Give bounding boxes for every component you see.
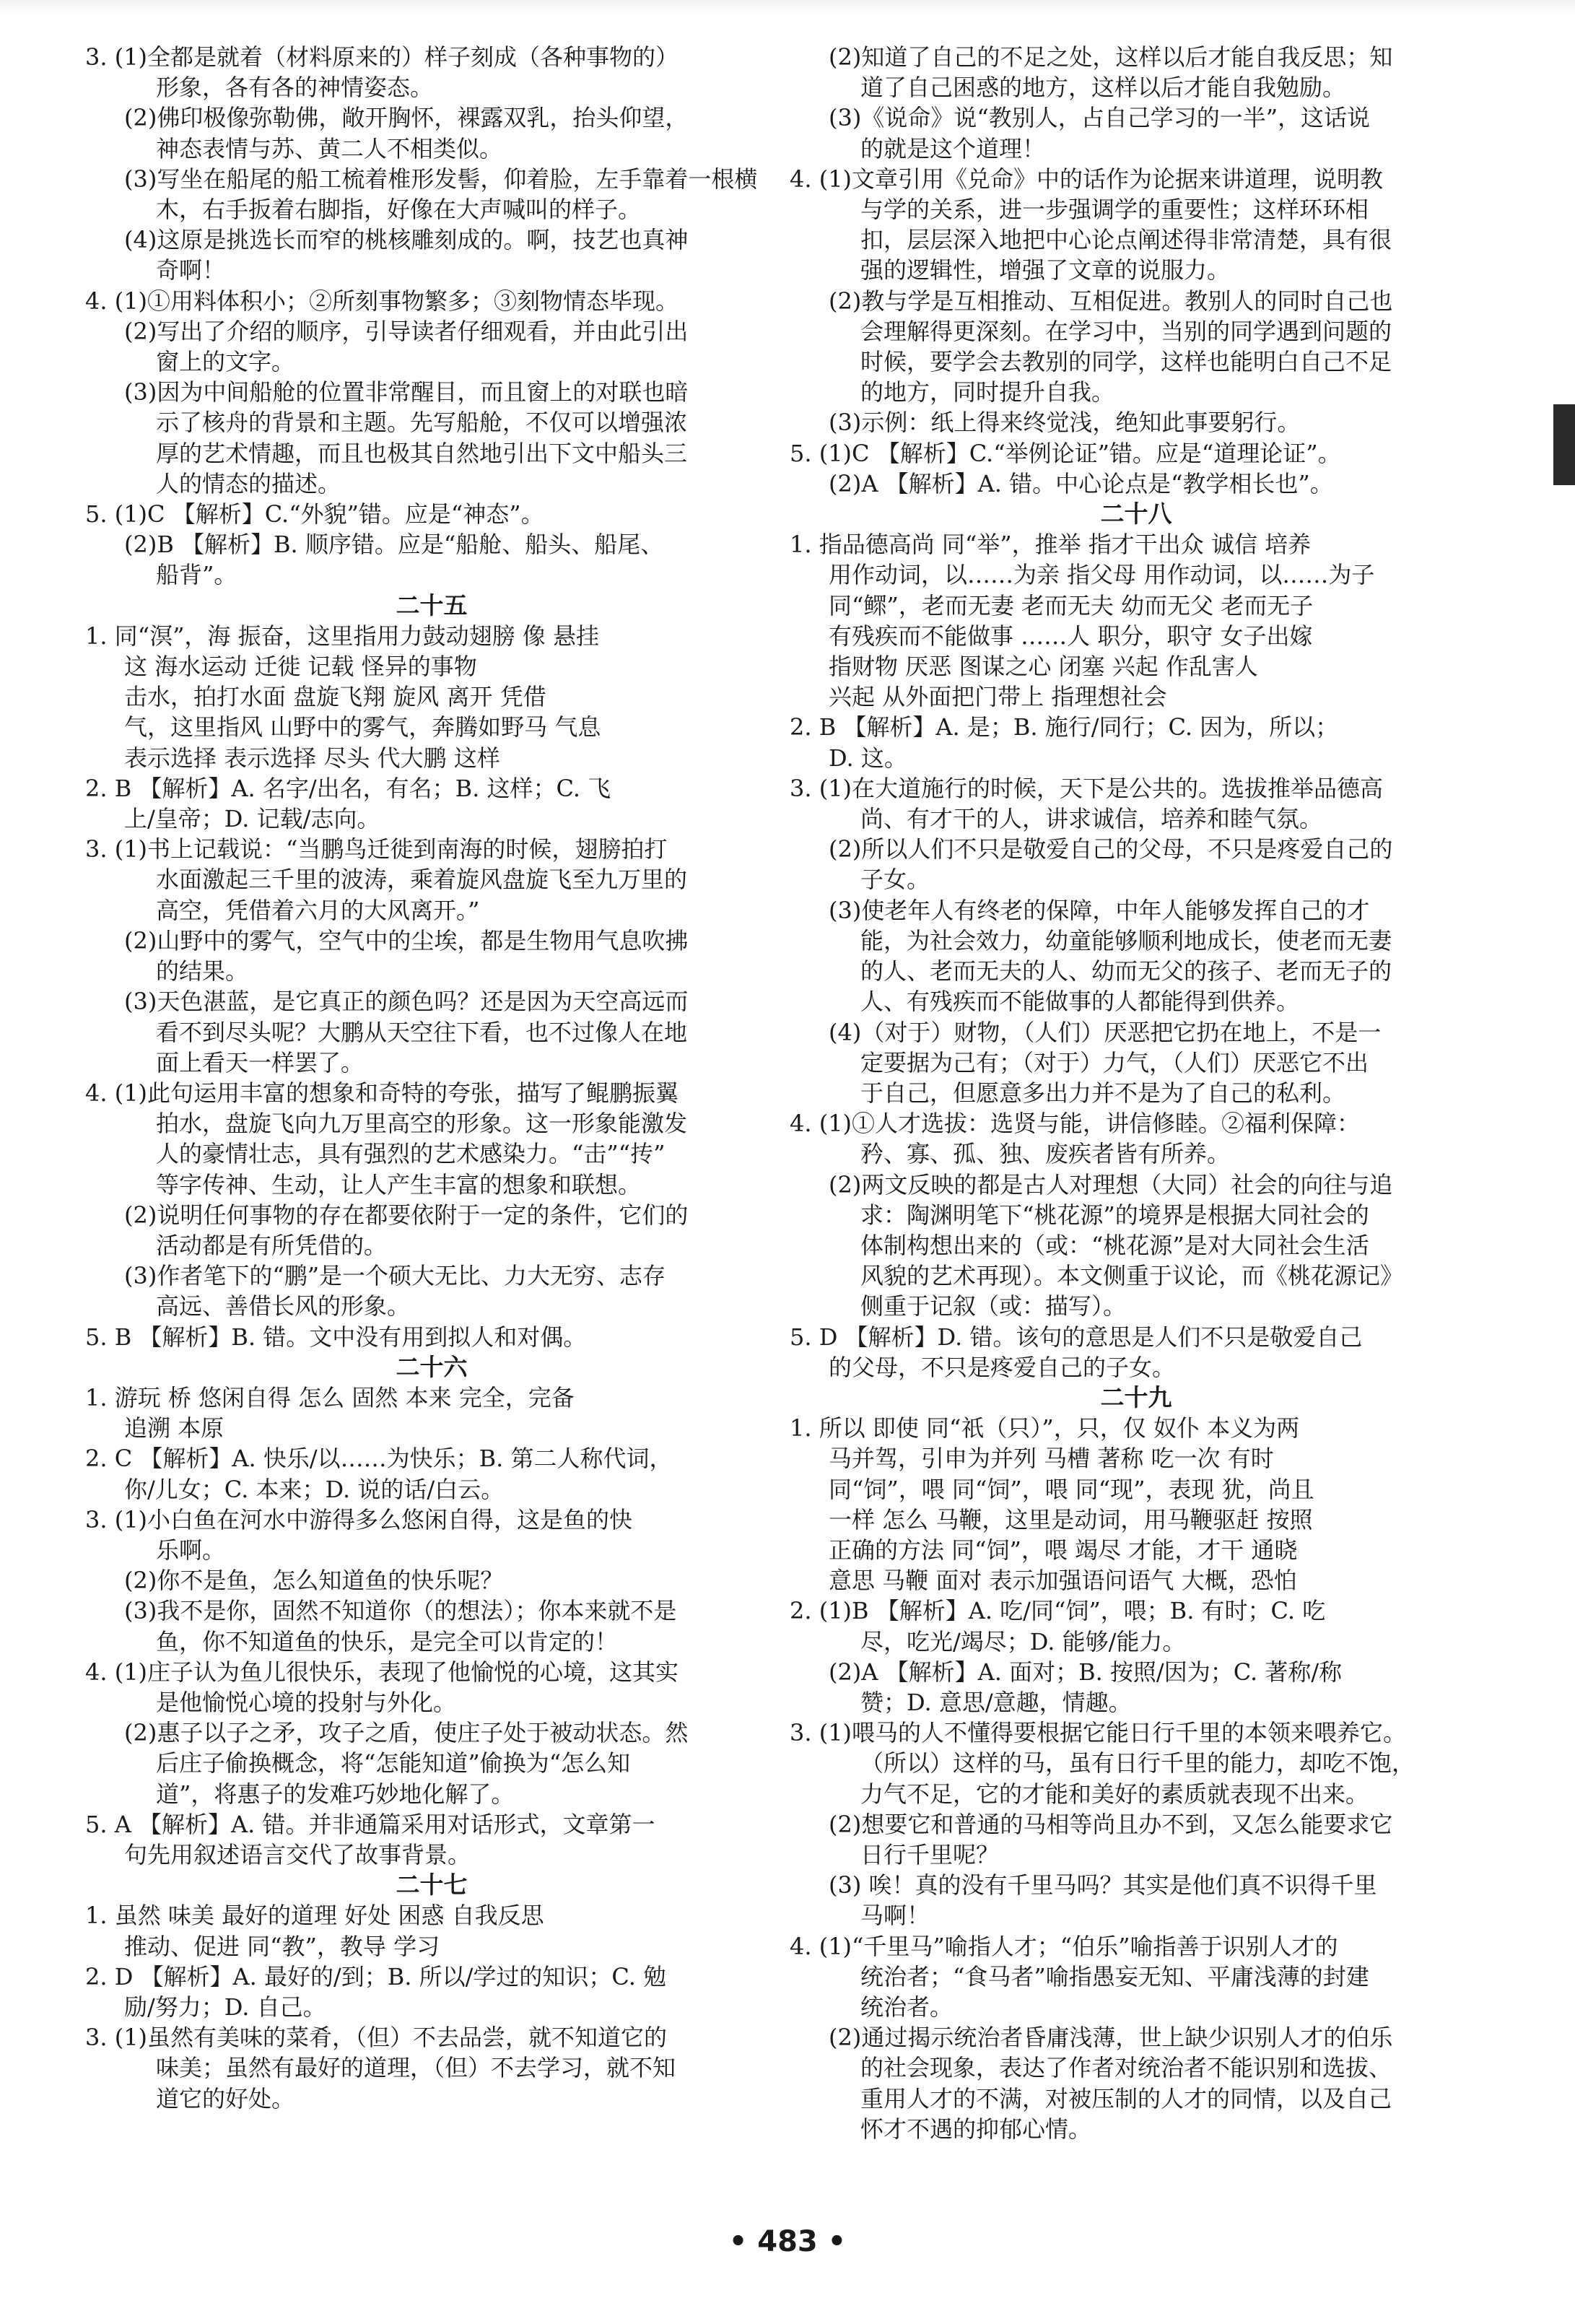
- answer-line: (2)写出了介绍的顺序，引导读者仔细观看，并由此引出: [124, 317, 689, 345]
- answer-line: 3. (1)书上记载说：“当鹏鸟迁徙到南海的时候，翅膀拍打: [85, 835, 668, 863]
- answer-line: 人的情态的描述。: [156, 469, 341, 497]
- answer-line: 鱼，你不知道鱼的快乐，是完全可以肯定的！: [156, 1627, 619, 1655]
- answer-line: (3) 唉！真的没有千里马吗？其实是他们真不识得千里: [829, 1871, 1377, 1899]
- answer-line: (2)A 【解析】A. 错。中心论点是“教学相长也”。: [829, 469, 1333, 497]
- answer-line: 味美；虽然有最好的道理，（但）不去学习，就不知: [156, 2054, 676, 2082]
- answer-line: (2)通过揭示统治者昏庸浅薄，世上缺少识别人才的伯乐: [829, 2024, 1393, 2052]
- answer-line: 3. (1)在大道施行的时候，天下是公共的。选拔推举品德高: [790, 774, 1384, 802]
- answer-line: 统治者；“食马者”喻指愚妄无知、平庸浅薄的封建: [860, 1962, 1369, 1990]
- answer-line: 同“饲”，喂 同“饲”，喂 同“现”，表现 犹，尚且: [829, 1475, 1314, 1503]
- answer-line: 正确的方法 同“饲”，喂 竭尽 才能，才干 通晓: [829, 1536, 1298, 1564]
- answer-line: 力气不足，它的才能和美好的素质就表现不出来。: [860, 1780, 1369, 1808]
- answer-line: (4)这原是挑选长而窄的桃核雕刻成的。啊，技艺也真神: [124, 226, 689, 254]
- answer-line: (3)我不是你，固然不知道你（的想法）；你本来就不是: [124, 1597, 677, 1625]
- answer-line: 与学的关系，进一步强调学的重要性；这样环环相: [860, 196, 1369, 224]
- answer-line: 这 海水运动 迁徙 记载 怪异的事物: [124, 653, 477, 681]
- answer-line: 拍水，盘旋飞向九万里高空的形象。这一形象能激发: [156, 1110, 688, 1138]
- answer-line: 1. 指品德高尚 同“举”，推举 指才干出众 诚信 培养: [790, 531, 1312, 559]
- answer-line: 求：陶渊明笔下“桃花源”的境界是根据大同社会的: [860, 1201, 1369, 1229]
- answer-line: 后庄子偷换概念，将“怎能知道”偷换为“怎么知: [156, 1749, 631, 1777]
- answer-line: 窗上的文字。: [156, 348, 295, 376]
- answer-line: 能，为社会效力，幼童能够顺利地成长，使老而无妻: [860, 926, 1392, 954]
- answer-line: 4. (1)文章引用《兑命》中的话作为论据来讲道理，说明教: [790, 165, 1384, 193]
- answer-line: 会理解得更深刻。在学习中，当别的同学遇到问题的: [860, 317, 1392, 345]
- answer-line: 高空，凭借着六月的大风离开。”: [156, 896, 480, 924]
- answer-line: 木，右手扳着右脚指，好像在大声喊叫的样子。: [156, 196, 642, 224]
- answer-line: 重用人才的不满，对被压制的人才的同情，以及自己: [860, 2084, 1392, 2112]
- answer-line: 人、有残疾而不能做事的人都能得到供养。: [860, 988, 1300, 1016]
- section-heading: 二十九: [1100, 1383, 1172, 1411]
- section-heading: 二十七: [396, 1871, 468, 1899]
- answer-line: 句先用叙述语言交代了故事背景。: [124, 1840, 471, 1868]
- answer-line: 统治者。: [860, 1993, 954, 2021]
- answer-line: (3)示例：纸上得来终觉浅，绝知此事要躬行。: [829, 409, 1301, 437]
- answer-line: (4)（对于）财物，（人们）厌恶把它扔在地上，不是一: [829, 1018, 1382, 1046]
- answer-line: 子女。: [860, 866, 930, 894]
- answer-line: (2)两文反映的都是古人对理想（大同）社会的向往与追: [829, 1170, 1393, 1198]
- answer-line: 风貌的艺术再现）。本文侧重于议论，而《桃花源记》: [860, 1262, 1404, 1290]
- answer-line: 1. 游玩 桥 悠闲自得 怎么 固然 本来 完全，完备: [85, 1383, 575, 1411]
- answer-line: 2. B 【解析】A. 名字/出名，有名；B. 这样；C. 飞: [85, 774, 611, 802]
- answer-line: 5. (1)C 【解析】C.“外貌”错。应是“神态”。: [85, 500, 544, 528]
- answer-line: 上/皇帝；D. 记载/志向。: [124, 805, 380, 833]
- answer-line: （所以）这样的马，虽有日行千里的能力，却吃不饱，: [860, 1749, 1415, 1777]
- answer-line: 尽，吃光/竭尽；D. 能够/能力。: [860, 1627, 1186, 1655]
- answer-line: 的就是这个道理！: [860, 134, 1046, 162]
- answer-line: 3. (1)喂马的人不懂得要根据它能日行千里的本领来喂养它。: [790, 1719, 1407, 1747]
- section-heading: 二十六: [396, 1352, 468, 1381]
- answer-line: 乐啊。: [156, 1536, 226, 1564]
- answer-line: 3. (1)全都是就着（材料原来的）样子刻成（各种事物的）: [85, 43, 679, 71]
- answer-line: 活动都是有所凭借的。: [156, 1231, 388, 1259]
- answer-line: D. 这。: [829, 744, 907, 772]
- answer-line: 的地方，同时提升自我。: [860, 378, 1115, 406]
- answer-line: 2. C 【解析】A. 快乐/以……为快乐；B. 第二人称代词，: [85, 1445, 673, 1473]
- answer-line: 时候，要学会去教别的同学，这样也能明白自己不足: [860, 348, 1392, 376]
- answer-line: 意思 马鞭 面对 表示加强语问语气 大概，恐怕: [829, 1567, 1297, 1595]
- answer-line: 同“鳏”，老而无妻 老而无夫 幼而无父 老而无子: [829, 591, 1314, 619]
- answer-line: 示了核舟的背景和主题。先写船舱，不仅可以增强浓: [156, 409, 688, 437]
- answer-line: 侧重于记叙（或：描写）。: [860, 1292, 1127, 1320]
- page-top-edge: [0, 0, 1575, 17]
- answer-line: 日行千里呢？: [860, 1840, 1000, 1868]
- answer-line: 的社会现象，表达了作者对统治者不能识别和选拔、: [860, 2054, 1392, 2082]
- answer-line: 看不到尽头呢？大鹏从天空往下看，也不过像人在地: [156, 1018, 688, 1046]
- answer-line: 怀才不遇的抑郁心情。: [860, 2115, 1092, 2143]
- answer-line: 击水，拍打水面 盘旋飞翔 旋风 离开 凭借: [124, 683, 546, 711]
- right-column: [790, 42, 1483, 2144]
- section-heading: 二十八: [1100, 500, 1172, 528]
- answer-line: 道它的好处。: [156, 2084, 295, 2112]
- answer-line: 水面激起三千里的波涛，乘着旋风盘旋飞至九万里的: [156, 866, 688, 894]
- answer-line: 4. (1)庄子认为鱼儿很快乐，表现了他愉悦的心境，这其实: [85, 1658, 679, 1686]
- answer-line: 5. A 【解析】A. 错。并非通篇采用对话形式，文章第一: [85, 1810, 655, 1838]
- answer-line: 尚、有才干的人，讲求诚信，培养和睦气氛。: [860, 805, 1323, 833]
- answer-line: 的结果。: [156, 957, 249, 985]
- answer-line: (2)教与学是互相推动、互相促进。教别人的同时自己也: [829, 287, 1393, 315]
- answer-line: 兴起 从外面把门带上 指理想社会: [829, 683, 1167, 711]
- answer-line: 表示选择 表示选择 尽头 代大鹏 这样: [124, 744, 500, 772]
- answer-line: 马啊！: [860, 1902, 930, 1930]
- answer-line: 4. (1)①人才选拔：选贤与能，讲信修睦。②福利保障：: [790, 1110, 1361, 1138]
- answer-line: 5. (1)C 【解析】C.“举例论证”错。应是“道理论证”。: [790, 439, 1341, 467]
- answer-line: 用作动词，以……为亲 指父母 用作动词，以……为子: [829, 561, 1375, 589]
- answer-line: (2)知道了自己的不足之处，这样以后才能自我反思；知: [829, 43, 1393, 71]
- left-column: [85, 42, 778, 2114]
- answer-line: (2)说明任何事物的存在都要依附于一定的条件，它们的: [124, 1201, 689, 1229]
- answer-line: 扣，层层深入地把中心论点阐述得非常清楚，具有很: [860, 226, 1392, 254]
- answer-line: 2. (1)B 【解析】A. 吃/同“饲”，喂；B. 有时；C. 吃: [790, 1597, 1326, 1625]
- answer-line: 强的逻辑性，增强了文章的说服力。: [860, 256, 1231, 284]
- answer-line: 气，这里指风 山野中的雾气，奔腾如野马 气息: [124, 713, 601, 741]
- answer-line: 励/努力；D. 自己。: [124, 1993, 326, 2021]
- answer-line: 一样 怎么 马鞭，这里是动词，用马鞭驱赶 按照: [829, 1505, 1313, 1533]
- answer-line: (2)所以人们不只是敬爱自己的父母，不只是疼爱自己的: [829, 835, 1393, 863]
- answer-line: 追溯 本原: [124, 1414, 224, 1442]
- answer-line: 推动、促进 同“教”，教导 学习: [124, 1932, 440, 1960]
- answer-line: 4. (1)①用料体积小；②所刻事物繁多；③刻物情态毕现。: [85, 287, 679, 315]
- answer-line: 1. 同“溟”，海 振奋，这里指用力鼓动翅膀 像 悬挂: [85, 622, 599, 650]
- answer-line: 定要据为己有；（对于）力气，（人们）厌恶它不出: [860, 1048, 1369, 1076]
- answer-line: 3. (1)小白鱼在河水中游得多么悠闲自得，这是鱼的快: [85, 1505, 633, 1533]
- answer-line: 有残疾而不能做事 ……人 职分，职守 女子出嫁: [829, 622, 1313, 650]
- answer-line: (2)惠子以子之矛，攻子之盾，使庄子处于被动状态。然: [124, 1719, 689, 1747]
- answer-line: (2)佛印极像弥勒佛，敞开胸怀，裸露双乳，抬头仰望，: [124, 104, 689, 132]
- answer-line: 马并驾，引申为并列 马槽 著称 吃一次 有时: [829, 1445, 1274, 1473]
- answer-line: 神态表情与苏、黄二人不相类似。: [156, 134, 503, 162]
- answer-line: 2. B 【解析】A. 是；B. 施行/同行；C. 因为，所以；: [790, 713, 1339, 741]
- answer-line: 厚的艺术情趣，而且也极其自然地引出下文中船头三: [156, 439, 688, 467]
- answer-line: (2)你不是鱼，怎么知道鱼的快乐呢？: [124, 1567, 504, 1595]
- answer-line: 高远、善借长风的形象。: [156, 1292, 411, 1320]
- answer-line: 2. D 【解析】A. 最好的/到；B. 所以/学过的知识；C. 勉: [85, 1962, 667, 1990]
- answer-line: (3)因为中间船舱的位置非常醒目，而且窗上的对联也暗: [124, 378, 689, 406]
- answer-line: 5. B 【解析】B. 错。文中没有用到拟人和对偶。: [85, 1323, 587, 1351]
- answer-line: 的人、老而无夫的人、幼而无父的孩子、老而无子的: [860, 957, 1392, 985]
- answer-line: 奇啊！: [156, 256, 226, 284]
- answer-line: 体制构想出来的（或：“桃花源”是对大同社会生活: [860, 1231, 1369, 1259]
- answer-line: 赞；D. 意思/意趣，情趣。: [860, 1688, 1132, 1716]
- answer-line: (3)作者笔下的“鹏”是一个硕大无比、力大无穷、志存: [124, 1262, 666, 1290]
- answer-line: 4. (1)“千里马”喻指人才；“伯乐”喻指善于识别人才的: [790, 1932, 1338, 1960]
- answer-line: 的父母，不只是疼爱自己的子女。: [829, 1353, 1176, 1381]
- answer-line: 是他愉悦心境的投射与外化。: [156, 1688, 457, 1716]
- answer-line: 你/儿女；C. 本来；D. 说的话/白云。: [124, 1475, 505, 1503]
- answer-line: 5. D 【解析】D. 错。该句的意思是人们不只是敬爱自己: [790, 1323, 1363, 1351]
- answer-line: 面上看天一样罢了。: [156, 1048, 365, 1076]
- answer-line: (2)想要它和普通的马相等尚且办不到，又怎么能要求它: [829, 1810, 1393, 1838]
- answer-line: (2)A 【解析】A. 面对；B. 按照/因为；C. 著称/称: [829, 1658, 1343, 1686]
- answer-line: 人的豪情壮志，具有强烈的艺术感染力。“击”“抟”: [156, 1140, 666, 1168]
- answer-line: 矜、寡、孤、独、废疾者皆有所养。: [860, 1140, 1231, 1168]
- answer-line: 于自己，但愿意多出力并不是为了自己的私利。: [860, 1079, 1346, 1107]
- answer-line: 4. (1)此句运用丰富的想象和奇特的夸张，描写了鲲鹏振翼: [85, 1079, 679, 1107]
- answer-line: 指财物 厌恶 图谋之心 闭塞 兴起 作乱害人: [829, 653, 1258, 681]
- answer-line: (2)B 【解析】B. 顺序错。应是“船舱、船头、船尾、: [124, 531, 664, 559]
- answer-line: 等字传神、生动，让人产生丰富的想象和联想。: [156, 1170, 642, 1198]
- answer-line: (2)山野中的雾气，空气中的尘埃，都是生物用气息吹拂: [124, 926, 689, 954]
- answer-line: 1. 虽然 味美 最好的道理 好处 困惑 自我反思: [85, 1902, 544, 1930]
- answer-line: 道了自己困惑的地方，这样以后才能自我勉励。: [860, 74, 1346, 102]
- answer-line: 道”，将惠子的发难巧妙地化解了。: [156, 1780, 515, 1808]
- answer-line: (3)使老年人有终老的保障，中年人能够发挥自己的才: [829, 896, 1370, 924]
- side-thumb-tab: [1553, 404, 1575, 485]
- answer-line: 3. (1)虽然有美味的菜肴，（但）不去品尝，就不知道它的: [85, 2024, 668, 2052]
- answer-line: (3)天色湛蓝，是它真正的颜色吗？还是因为天空高远而: [124, 988, 689, 1016]
- section-heading: 二十五: [396, 591, 468, 619]
- answer-line: 形象，各有各的神情姿态。: [156, 74, 434, 102]
- answer-line: (3)写坐在船尾的船工梳着椎形发髻，仰着脸，左手靠着一根横: [124, 165, 758, 193]
- answer-line: (3)《说命》说“教别人，占自己学习的一半”，这话说: [829, 104, 1371, 132]
- answer-line: 1. 所以 即使 同“祇（只）”，只，仅 奴仆 本义为两: [790, 1414, 1300, 1442]
- page-number: • 483 •: [728, 2225, 847, 2258]
- answer-line: 船背”。: [156, 561, 237, 589]
